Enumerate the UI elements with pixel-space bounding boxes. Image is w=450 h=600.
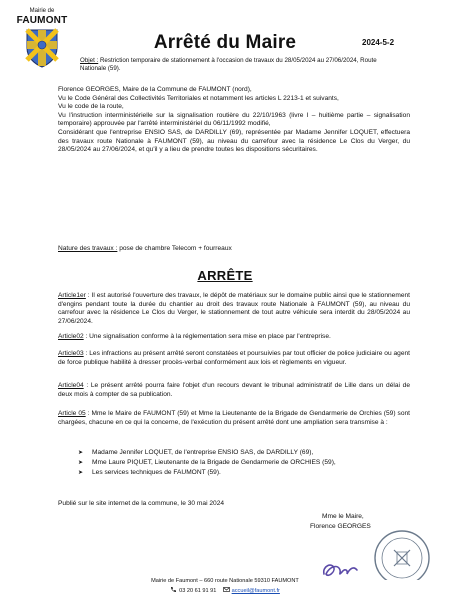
footer-address: Mairie de Faumont – 660 route Nationale 59310 FAUMONT — [151, 578, 299, 584]
list-item — [78, 448, 408, 458]
article-2 — [58, 333, 410, 342]
preamble-line: Florence GEORGES, Maire de la Commune de FAUMONT (nord), — [58, 86, 252, 93]
article-text: : Les infractions au présent arrêté seront constatées et poursuivies par tout officier de police judiciaire ou agent de force publique habilité à dresser procès-verbal conformément aux lois et règlements en vigueur. — [58, 350, 410, 366]
article-text: : Le présent arrêté pourra faire l'objet d'un recours devant le tribunal administratif de Lille dans un délai de deux mois à compter de sa publication. — [58, 382, 410, 398]
nature-label: Nature des travaux : — [58, 245, 118, 252]
list-item — [78, 458, 408, 468]
nature-travaux — [58, 245, 410, 254]
preamble-line: Vu le code de la route, — [58, 103, 124, 111]
article-1 — [58, 292, 410, 326]
article-label: Article02 — [58, 333, 84, 340]
article-4 — [58, 382, 410, 399]
arrow-bullet-icon: ➤ — [78, 450, 84, 456]
arrow-bullet-icon: ➤ — [78, 460, 84, 466]
nature-text: pose de chambre Telecom + fourreaux — [117, 245, 232, 252]
recipient-text: Mme Laure PIQUET, Lieutenante de la Brigade de Gendarmerie de ORCHIES (59), — [92, 459, 336, 466]
preamble-line: Considérant que l'entreprise ENSIO SAS, de DARDILLY (69), représentée par Madame Jennifer LOQUET, effectuera des travaux route Nationale à FAUMONT (59), au niveau du carrefour avec la résidence Le Clos du Verger, du 28/05/2024 au 27/06/2024, et qu'il y a lieu de prendre toutes les dispositions sécuritaires. — [58, 128, 410, 154]
footer-contact — [0, 586, 450, 596]
recipient-list — [78, 448, 408, 478]
article-label: Article03 — [58, 350, 84, 357]
article-3 — [58, 350, 410, 367]
signer-role: Mme le Maire, — [322, 513, 364, 520]
objet-text: Restriction temporaire de stationnement à l'occasion de travaux du 28/05/2024 au 27/06/2024, Route Nationale (59). — [80, 57, 377, 72]
logo-town-name: FAUMONT — [16, 15, 68, 26]
official-stamp-icon — [364, 524, 434, 580]
recipient-text: Madame Jennifer LOQUET, de l'entreprise ENSIO SAS, de DARDILLY (69), — [92, 449, 314, 456]
recipient-text: Les services techniques de FAUMONT (59). — [92, 469, 221, 476]
footer-email-link[interactable]: accueil@faumont.fr — [231, 587, 280, 594]
email-icon — [223, 586, 230, 593]
preamble-line: Vu l'instruction interministérielle sur la signalisation routière du 22/10/1963 (livre I – huitième partie – signalisation temporaire) approuvée par l'arrêté interministériel du 06/11/1992 modifié, — [58, 111, 410, 128]
page-footer — [0, 578, 450, 595]
arrow-bullet-icon: ➤ — [78, 470, 84, 476]
page-title: Arrêté du Maire — [153, 32, 297, 53]
article-label: Article1er — [58, 292, 86, 299]
signer-name: Florence GEORGES — [310, 523, 371, 530]
objet-label: Objet : — [80, 57, 99, 64]
article-label: Article 05 — [58, 410, 86, 417]
footer-phone: 03 20 61 91 91 — [179, 587, 217, 594]
article-text: : Il est autorisé l'ouverture des travaux, le dépôt de matériaux sur le domaine public ainsi que le stationnement d'engins pendant toute la durée du chantier au droit des travaux route Nationale à FAUMONT (59), au niveau du carrefour avec la résidence Le Clos du Verger, le stationnement de tout autre véhicule sera interdit du 28/05/2024 au 27/06/2024. — [58, 292, 410, 325]
preamble-line: Vu le Code Général des Collectivités Territoriales et notamment les articles L 2213-1 et suivants, — [58, 94, 339, 102]
phone-icon — [170, 586, 177, 593]
article-text: : Une signalisation conforme à la réglementation sera mise en place par l'entreprise. — [83, 333, 331, 340]
article-text: : Mme le Maire de FAUMONT (59) et Mme la Lieutenante de la Brigade de Gendarmerie de Orchies (59) sont chargées, chacune en ce qui la concerne, de l'exécution du présent arrêté dont une ampliation sera transmise à : — [58, 410, 410, 426]
arrete-heading: ARRÊTE — [197, 268, 253, 283]
list-item — [78, 468, 408, 478]
preamble — [58, 86, 410, 155]
objet-block — [80, 57, 380, 73]
article-label: Article04 — [58, 382, 84, 389]
publication-note: Publié sur le site internet de la commune, le 30 mai 2024 — [58, 500, 225, 507]
article-5 — [58, 410, 410, 427]
logo-caption: Mairie de — [29, 8, 55, 14]
decree-reference: 2024-5-2 — [362, 38, 395, 47]
